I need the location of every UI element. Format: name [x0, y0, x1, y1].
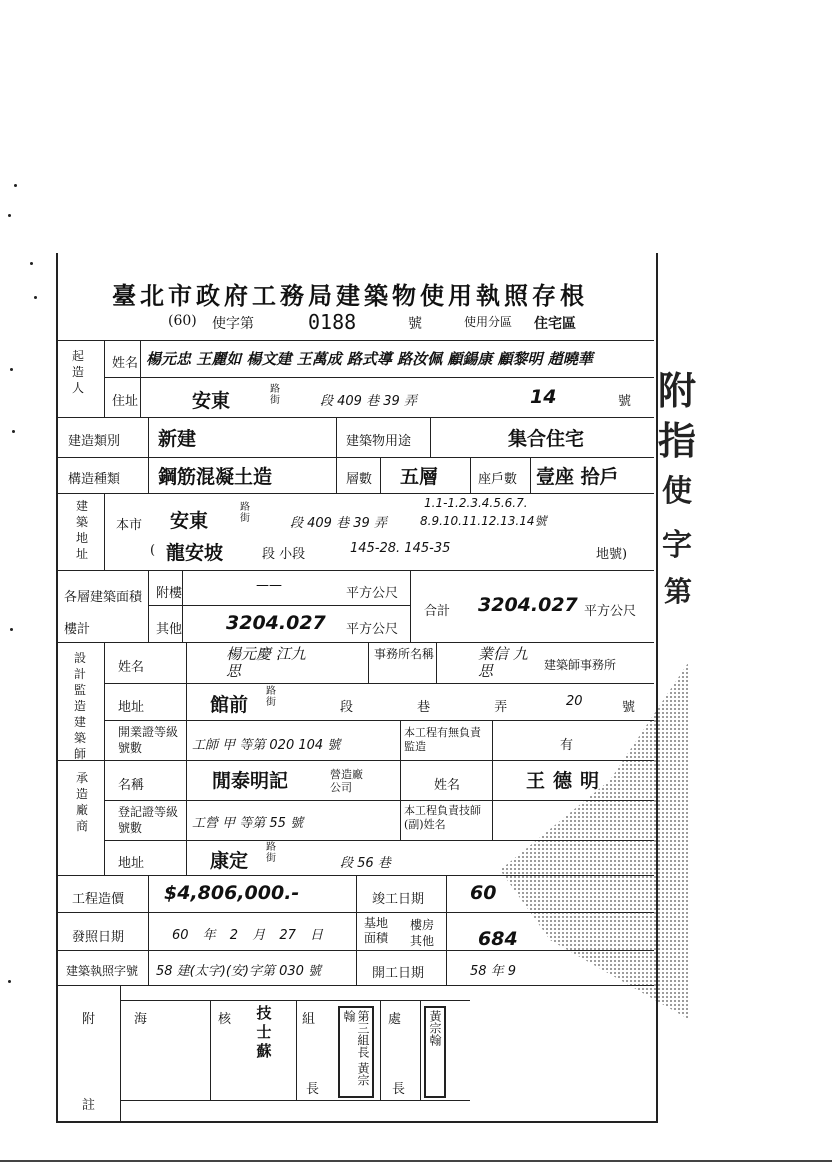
scan-speck: [30, 262, 33, 265]
remarks-label-bottom: 註: [82, 1098, 96, 1113]
owner-address-number: 14: [530, 386, 557, 408]
issue-date-label: 發照日期: [72, 930, 125, 945]
site-lane: 段 409 巷 39 弄: [290, 516, 387, 531]
rule: [470, 457, 471, 493]
building-use-label: 建築物用途: [346, 434, 412, 449]
remarks-col6: 處: [388, 1012, 402, 1027]
units-value: 壹座 拾戶: [536, 466, 619, 488]
side-char-4: 字: [662, 528, 692, 563]
area-total-unit: 平方公尺: [584, 604, 637, 619]
rule: [56, 417, 654, 418]
designer-cert-value: 工師 甲 等第 020 104 號: [192, 738, 341, 753]
permit-year: (60): [168, 313, 197, 329]
zone-label: 使用分區: [464, 315, 513, 329]
site-land-label: 段 小段: [262, 547, 306, 562]
rule: [120, 1100, 470, 1101]
site-city: 本市: [116, 518, 143, 533]
base-area-sub1: 樓房: [410, 918, 435, 932]
cost-value: $4,806,000.-: [164, 882, 300, 904]
rule: [148, 875, 149, 985]
owner-address-hao: 號: [618, 394, 632, 409]
permit-number: 0188: [308, 310, 357, 334]
building-type-value: 新建: [158, 428, 197, 450]
structure-label: 構造種類: [68, 472, 121, 487]
rule: [210, 1000, 211, 1100]
area-other-value: 3204.027: [226, 612, 326, 634]
base-area-value: 684: [478, 928, 518, 950]
contractor-person-value: 王德明: [526, 770, 608, 792]
building-use-value: 集合住宅: [508, 428, 585, 450]
contractor-tech-label: 本工程負責技師(副)姓名: [404, 804, 481, 831]
area-annex-label: 附樓: [156, 586, 183, 601]
side-char-1: 附: [658, 368, 697, 413]
designer-cert-label: 開業證等級號數: [118, 725, 179, 755]
site-section-label: 建築地址: [75, 499, 88, 561]
rule: [368, 642, 369, 683]
remarks-col2: 核: [218, 1012, 232, 1027]
area-total-value: 3204.027: [478, 594, 578, 616]
rule: [186, 642, 187, 875]
rule: [104, 493, 105, 570]
side-char-2: 指: [658, 418, 697, 463]
owner-address-lane: 段 409 巷 39 弄: [320, 394, 417, 409]
owner-section-label: 起造人: [71, 349, 84, 395]
permit-hao: 號: [408, 316, 422, 332]
rule: [120, 1000, 470, 1001]
floors-label: 層數: [346, 472, 373, 487]
designer-address-rest: 段 巷 弄: [340, 700, 508, 715]
contractor-person-label: 姓名: [434, 778, 461, 793]
contractor-name-value: 閒泰明記: [212, 770, 289, 792]
rule: [356, 875, 357, 985]
remarks-col3: 技士蘇: [256, 1004, 272, 1060]
site-land-prefix: (: [150, 543, 156, 558]
rule: [104, 340, 105, 417]
designer-address-road: 館前: [210, 694, 249, 716]
site-land-suffix: 地號): [596, 547, 628, 562]
rule: [56, 457, 654, 458]
scan-speck: [10, 628, 13, 631]
scan-speck: [14, 184, 17, 187]
designer-name-label: 姓名: [118, 660, 145, 675]
designer-office-label: 事務所名稱: [374, 647, 435, 661]
contractor-address-suffix: 路街: [266, 842, 276, 864]
base-area-sub2: 其他: [410, 934, 435, 948]
permit-prefix: 使字第: [212, 316, 254, 332]
site-land-number: 145-28. 145-35: [350, 541, 451, 556]
contractor-address-rest: 段 56 巷: [340, 856, 391, 871]
start-date-value: 58 年 9: [470, 964, 517, 979]
rule: [410, 570, 411, 642]
approval-seal-2: 黃宗翰: [424, 1006, 446, 1098]
completion-value: 60: [470, 882, 497, 904]
cost-label: 工程造價: [72, 892, 125, 907]
area-other-label: 其他: [156, 622, 183, 637]
owner-address-road-suffix: 路街: [270, 384, 280, 406]
rule: [430, 417, 431, 457]
rule: [336, 417, 337, 493]
rule: [56, 340, 654, 341]
site-numbers-line-2: 8.9.10.11.12.13.14號: [420, 514, 547, 528]
rule: [380, 1000, 381, 1100]
permit-value: 58 建(太字)(安)字第 030 號: [156, 964, 322, 979]
remarks-label-top: 附: [82, 1012, 96, 1027]
floors-value: 五層: [400, 466, 439, 488]
contractor-reg-label: 登記證等級號數: [118, 805, 179, 835]
rule: [530, 457, 531, 493]
start-date-label: 開工日期: [372, 966, 425, 981]
rule: [420, 1000, 421, 1100]
designer-address-hao: 號: [622, 700, 636, 715]
area-annex-unit: 平方公尺: [346, 586, 399, 601]
scan-speck: [8, 214, 11, 217]
rule: [56, 493, 654, 494]
site-district: 龍安坡: [166, 542, 224, 564]
scan-shadow-artifact: [470, 640, 692, 1020]
rule: [148, 570, 149, 642]
document-title: 臺北市政府工務局建築物使用執照存根: [112, 281, 588, 310]
building-type-label: 建造類別: [68, 434, 121, 449]
owner-address-road: 安東: [192, 390, 231, 412]
rule: [380, 457, 381, 493]
issue-date-value: 60 年 2 月 27 日: [172, 928, 324, 943]
approval-seal-1: 第三組長 黃宗翰: [338, 1006, 374, 1098]
site-road-suffix: 路街: [240, 502, 250, 524]
remarks-col1: 海: [134, 1012, 148, 1027]
site-numbers-line-1: 1.1-1.2.3.4.5.6.7.: [424, 496, 528, 510]
completion-label: 竣工日期: [372, 892, 425, 907]
rule: [104, 642, 105, 875]
side-char-5: 第: [664, 575, 693, 608]
designer-engineer-value: 有: [560, 738, 574, 753]
rule: [436, 642, 437, 683]
zone-value: 住宅區: [534, 316, 576, 332]
designer-section-label: 設計監造建築師: [73, 651, 86, 761]
rule: [104, 377, 654, 378]
area-section-label: 各層建築面積樓計: [64, 590, 143, 637]
designer-engineer-label: 本工程有無負責監造: [404, 726, 481, 753]
remarks-col4: 組: [302, 1012, 316, 1027]
designer-address-number: 20: [566, 694, 583, 709]
base-area-label: 基地面積: [364, 916, 389, 945]
scan-speck: [34, 296, 37, 299]
scan-speck: [8, 980, 11, 983]
owner-address-label: 住址: [112, 394, 139, 409]
rule: [56, 570, 654, 571]
designer-address-suffix: 路街: [266, 686, 276, 708]
rule: [148, 605, 410, 606]
contractor-reg-value: 工營 甲 等第 55 號: [192, 816, 304, 831]
rule: [296, 1000, 297, 1100]
scan-speck: [12, 430, 15, 433]
area-annex-value: ——: [256, 578, 282, 593]
owner-name-label: 姓名: [112, 356, 139, 371]
rule: [140, 340, 141, 417]
structure-value: 鋼筋混凝土造: [158, 466, 273, 488]
contractor-section-label: 承造廠商: [75, 771, 88, 833]
rule: [182, 570, 183, 642]
scan-bottom-edge: [0, 1160, 832, 1162]
remarks-col7: 長: [392, 1082, 406, 1097]
rule: [148, 417, 149, 493]
designer-office-suffix: 建築師事務所: [544, 658, 617, 672]
scan-speck: [10, 368, 13, 371]
owner-name-value: 楊元忠 王麗如 楊文建 王萬成 路式導 路汝佩 顧鍚康 顧黎明 趙曉華: [146, 350, 593, 368]
contractor-name-label: 名稱: [118, 778, 145, 793]
permit-label: 建築執照字號: [66, 964, 139, 978]
site-road: 安東: [170, 510, 209, 532]
designer-address-label: 地址: [118, 700, 145, 715]
area-other-unit: 平方公尺: [346, 622, 399, 637]
contractor-address-label: 地址: [118, 856, 145, 871]
rule: [446, 875, 447, 985]
side-char-3: 使: [662, 474, 692, 509]
designer-office-value: 業信 九思: [478, 645, 528, 680]
contractor-name-suffix: 營造廠公司: [330, 768, 363, 794]
contractor-address-road: 康定: [210, 850, 249, 872]
units-label: 座戶數: [478, 472, 518, 487]
designer-name-value: 楊元慶 江九思: [226, 645, 306, 680]
rule: [400, 720, 401, 840]
remarks-col5: 長: [306, 1082, 320, 1097]
area-total-label: 合計: [424, 604, 451, 619]
